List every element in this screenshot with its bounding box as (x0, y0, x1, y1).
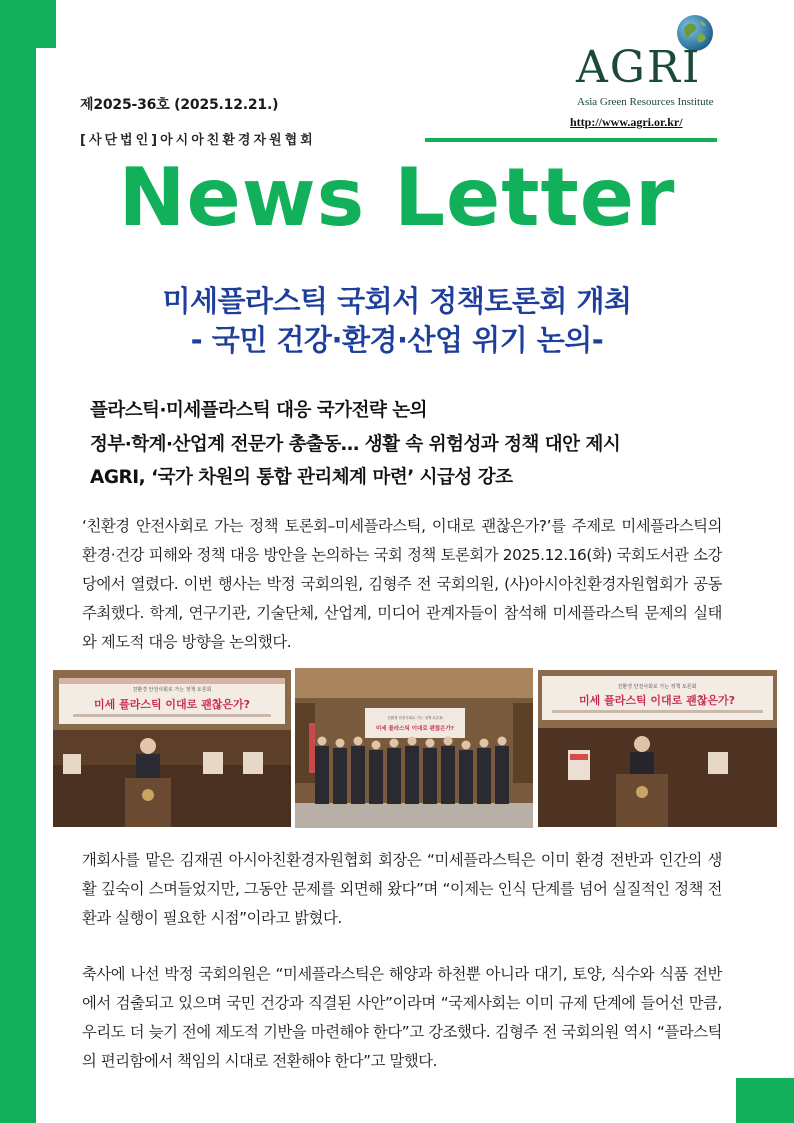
agri-logo-text: AGRI (576, 42, 702, 93)
photo-opening-speech (53, 670, 291, 827)
subheading-2: 정부·학계·산업계 전문가 총출동… 생활 속 위험성과 정책 대안 제시 (90, 434, 621, 455)
body-paragraph-opening: 개회사를 맡은 김재권 아시아친환경자원협회 회장은 “미세플라스틱은 이미 환경 전반과 인간의 생활 깊숙이 스며들었지만, 그동안 문제를 외면해 왔다”며 “이제는 인식 단계를 넘어 실질적인 정책 전환과 실행이 필요한 시점”이라고 밝혔다. (82, 851, 722, 927)
website-link[interactable]: http://www.agri.or.kr/ (570, 115, 683, 129)
body-paragraph-intro: ‘친환경 안전사회로 가는 정책 토론회–미세플라스틱, 이대로 괜찮은가?’를 주제로 미세플라스틱의 환경·건강 피해와 정책 대응 방안을 논의하는 국회 정책 토론회가 2025.12.16(화) 국회도서관 소강당에서 열렸다. 이번 행사는 박정 국회의원, 김형주 전 국회의원, (사)아시아친환경자원협회가 공동 주최했다. 학계, 연구기관, 기술단체, 산업계, 미디어 관계자들이 참석해 미세플라스틱 문제의 실태와 제도적 대응 방향을 논의했다. (82, 517, 722, 651)
right-banner-small-text: 친환경 안전사회로 가는 정책 토론회 (617, 684, 697, 690)
banner-main-text: 미세 플라스틱 이대로 괜찮은가? (93, 698, 251, 711)
header-divider (425, 138, 717, 142)
newsletter-title: News Letter (118, 151, 676, 244)
agri-logo-subtitle: Asia Green Resources Institute (577, 96, 714, 108)
banner-small-text: 친환경 안전사회로 가는 정책 토론회 (132, 687, 212, 693)
photo-congratulatory-speech (538, 670, 777, 827)
organization-name: [사단법인]아시아친환경자원협회 (80, 133, 316, 148)
photo-strip (53, 668, 777, 828)
headline-line-1: 미세플라스틱 국회서 정책토론회 개최 (162, 284, 632, 318)
photo-group (295, 668, 533, 828)
body-paragraph-congratulatory: 축사에 나선 박정 국회의원은 “미세플라스틱은 해양과 하천뿐 아니라 대기, 토양, 식수와 식품 전반에서 검출되고 있으며 국민 건강과 직결된 사안”이라며 “국제사회는 이미 규제 단계에 들어선 만큼, 우리도 더 늦기 전에 제도적 기반을 마련해야 한다”고 강조했다. 김형주 전 국회의원 역시 “플라스틱의 편리함에서 책임의 시대로 전환해야 한다”고 말했다. (82, 965, 722, 1070)
subheading-1: 플라스틱·미세플라스틱 대응 국가전략 논의 (90, 400, 428, 421)
bottom-right-accent-square (736, 1078, 794, 1123)
issue-number: 제2025-36호 (2025.12.21.) (80, 97, 279, 113)
subheading-3: AGRI, ‘국가 차원의 통합 관리체계 마련’ 시급성 강조 (90, 467, 513, 488)
right-banner-main-text: 미세 플라스틱 이대로 괜찮은가? (578, 694, 736, 707)
group-banner-main-text: 미세 플라스틱 이대로 괜찮은가? (375, 726, 455, 732)
headline-line-2: - 국민 건강·환경·산업 위기 논의- (190, 323, 604, 357)
group-banner-small-text: 친환경 안전사회로 가는 정책 토론회 (387, 716, 443, 720)
top-accent-square (36, 0, 56, 48)
